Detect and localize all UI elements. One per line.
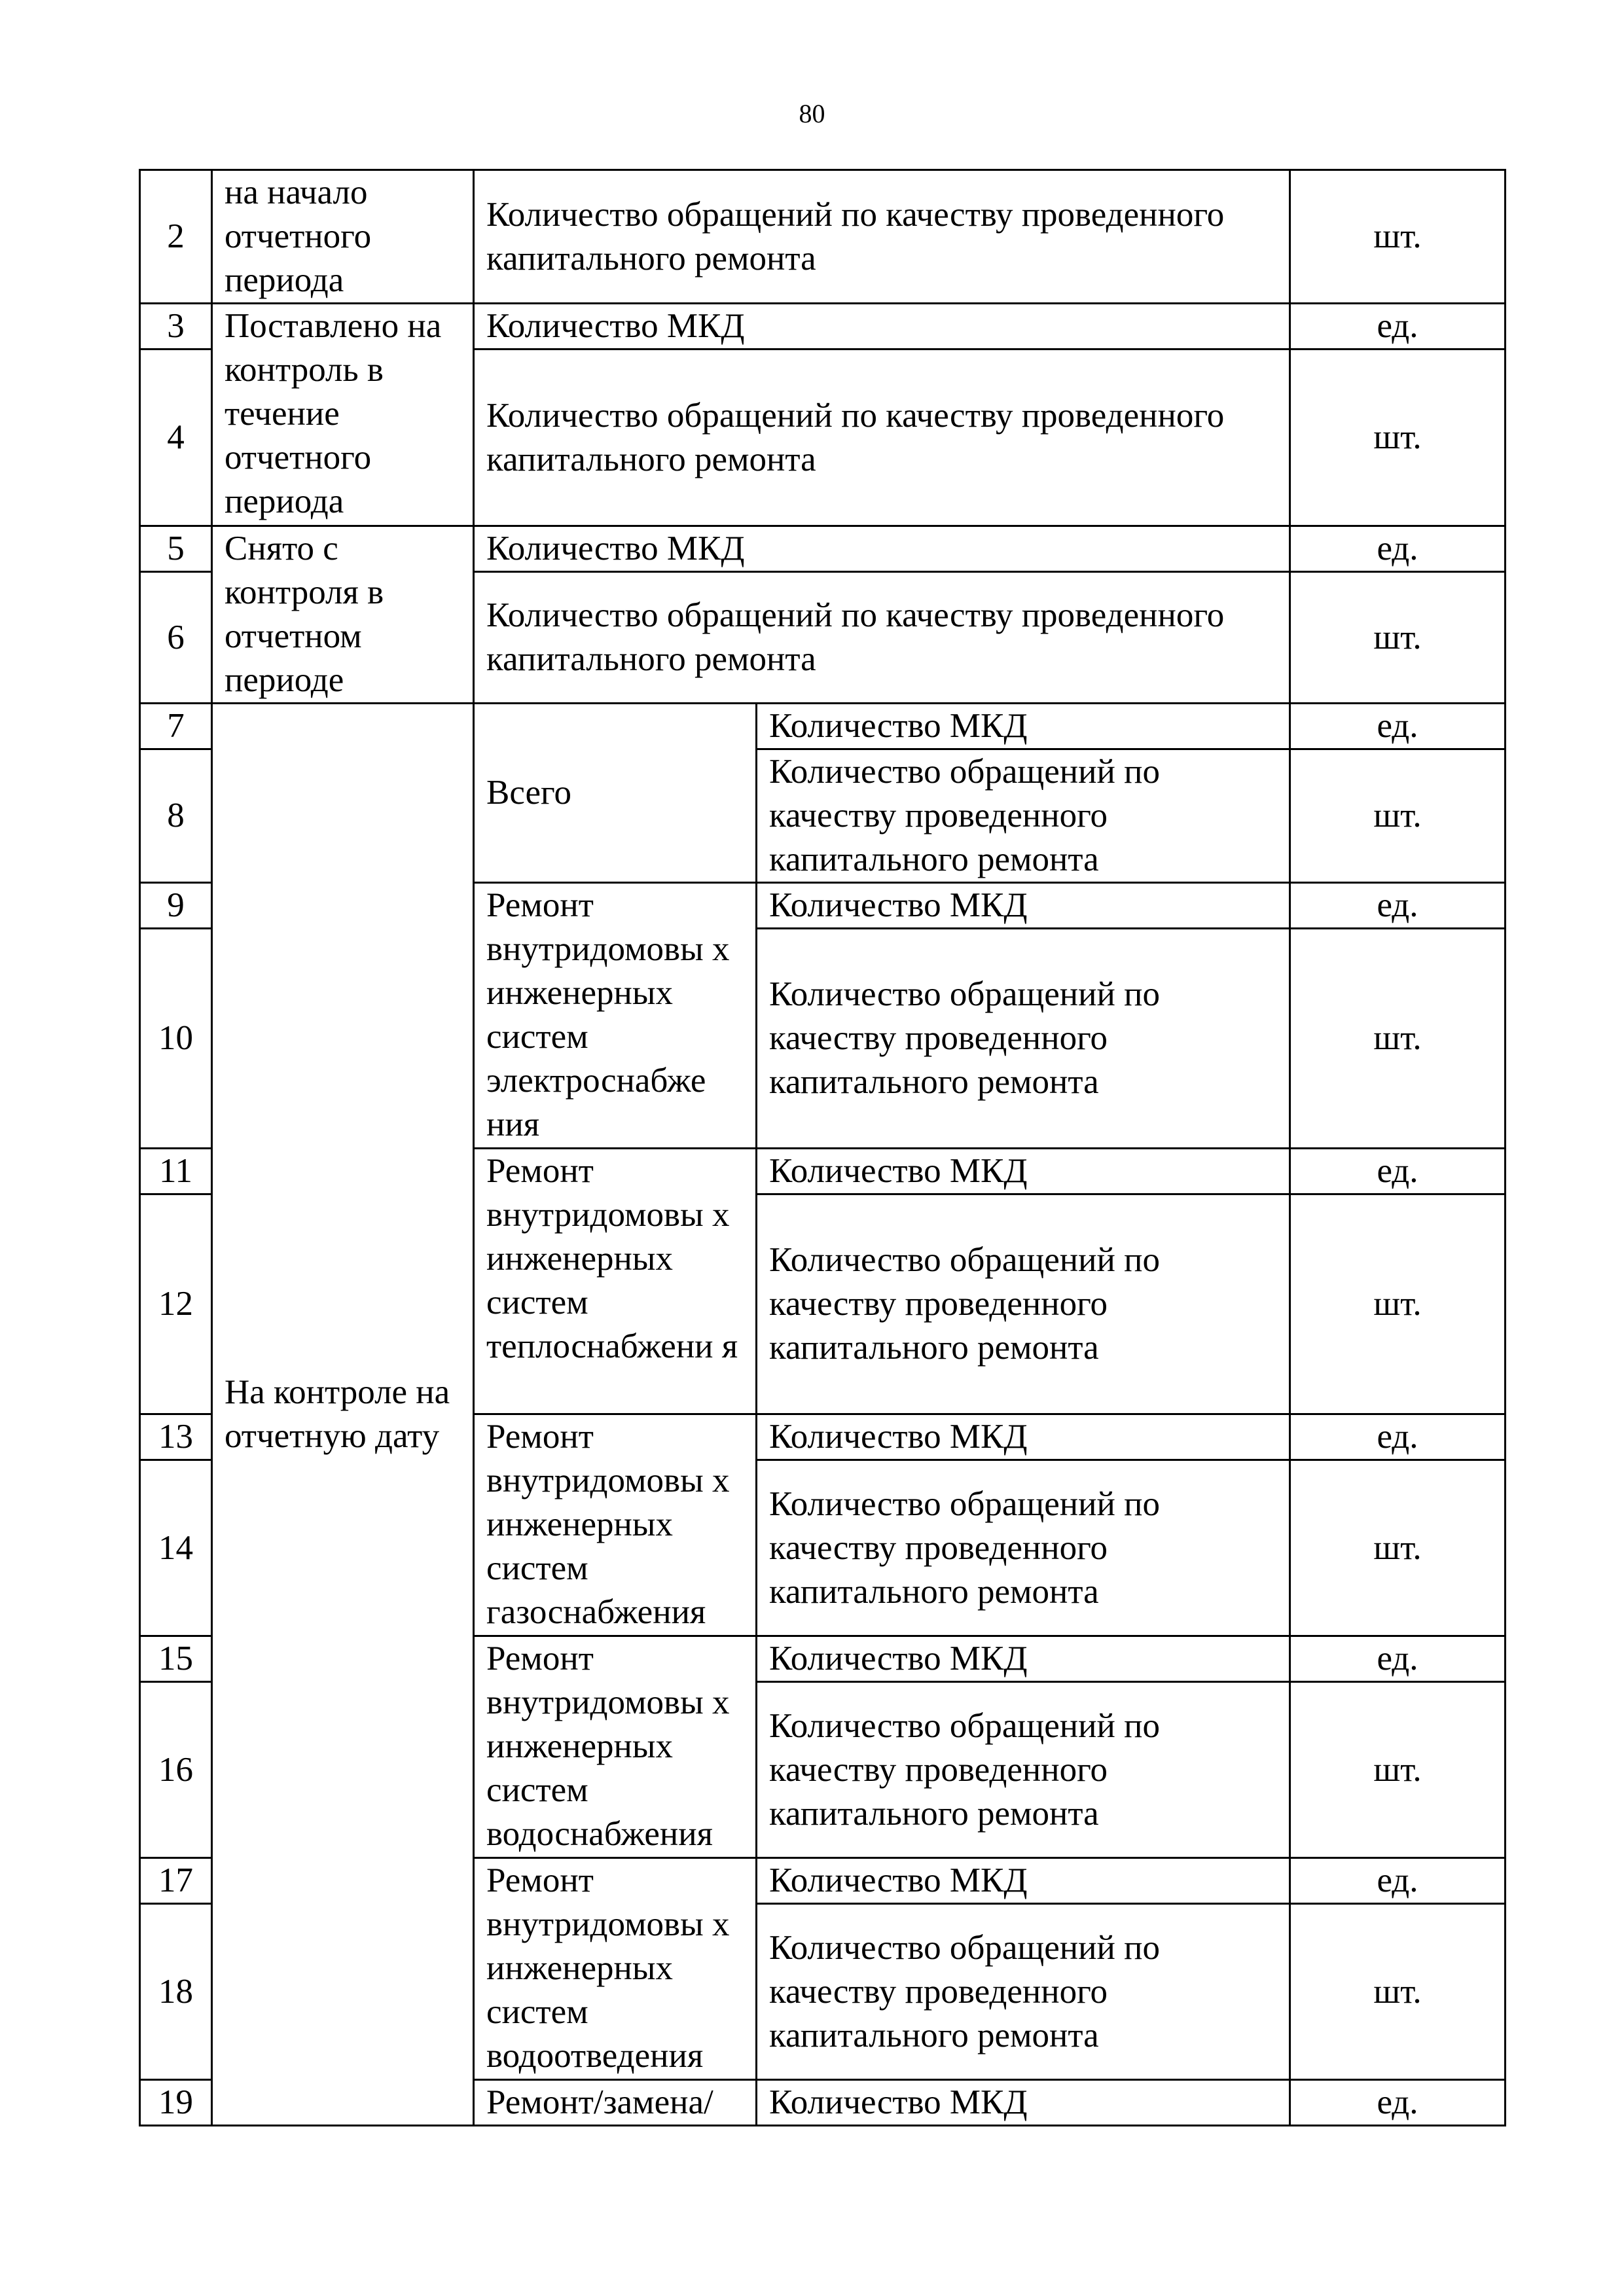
subgroup-drainage: Ремонт внутридомовы х инженерных систем водоотведения [474, 1858, 757, 2080]
unit: ед. [1290, 1636, 1506, 1682]
indicator-name: Количество обращений по качеству проведенного капитального ремонта [474, 572, 1290, 704]
page-number: 80 [799, 99, 825, 128]
row-number: 17 [140, 1858, 212, 1904]
unit: ед. [1290, 2080, 1506, 2126]
indicator-name: Количество МКД [474, 526, 1290, 572]
unit: шт. [1290, 1904, 1506, 2080]
unit: шт. [1290, 749, 1506, 883]
indicator-name: Количество МКД [757, 1636, 1290, 1682]
row-number: 10 [140, 929, 212, 1149]
row-number: 5 [140, 526, 212, 572]
row-number: 8 [140, 749, 212, 883]
unit: ед. [1290, 526, 1506, 572]
unit: шт. [1290, 350, 1506, 526]
row-number: 9 [140, 883, 212, 929]
unit: ед. [1290, 883, 1506, 929]
row-number: 7 [140, 704, 212, 749]
subgroup-water: Ремонт внутридомовы х инженерных систем водоснабжения [474, 1636, 757, 1858]
table-row [140, 704, 1506, 749]
unit: шт. [1290, 1194, 1506, 1414]
row-number: 19 [140, 2080, 212, 2126]
indicator-name: Количество МКД [474, 304, 1290, 350]
row-number: 14 [140, 1460, 212, 1636]
group-label-at-start: на начало отчетного периода [212, 170, 474, 304]
row-number: 6 [140, 572, 212, 704]
indicator-name: Количество МКД [757, 883, 1290, 929]
subgroup-gas: Ремонт внутридомовы х инженерных систем газоснабжения [474, 1414, 757, 1636]
row-number: 3 [140, 304, 212, 350]
indicator-name: Количество обращений по качеству проведенного капитального ремонта [474, 350, 1290, 526]
table-row [140, 304, 1506, 350]
unit: ед. [1290, 304, 1506, 350]
row-number: 13 [140, 1414, 212, 1460]
subgroup-electricity: Ремонт внутридомовы х инженерных систем электроснабже ния [474, 883, 757, 1149]
indicator-name: Количество МКД [757, 1149, 1290, 1194]
row-number: 2 [140, 170, 212, 304]
indicator-name: Количество обращений по качеству проведенного капитального ремонта [757, 1904, 1290, 2080]
subgroup-total: Всего [474, 704, 757, 883]
row-number: 16 [140, 1682, 212, 1858]
row-number: 4 [140, 350, 212, 526]
subgroup-heating: Ремонт внутридомовы х инженерных систем теплоснабжени я [474, 1149, 757, 1414]
row-number: 15 [140, 1636, 212, 1682]
unit: ед. [1290, 1858, 1506, 1904]
unit: шт. [1290, 1460, 1506, 1636]
indicator-name: Количество обращений по качеству проведенного капитального ремонта [474, 170, 1290, 304]
table-row [140, 526, 1506, 572]
indicator-name: Количество МКД [757, 2080, 1290, 2126]
unit: ед. [1290, 1149, 1506, 1194]
unit: шт. [1290, 572, 1506, 704]
indicator-name: Количество обращений по качеству проведенного капитального ремонта [757, 929, 1290, 1149]
indicator-name: Количество обращений по качеству проведенного капитального ремонта [757, 1682, 1290, 1858]
indicator-name: Количество обращений по качеству проведенного капитального ремонта [757, 749, 1290, 883]
row-number: 18 [140, 1904, 212, 2080]
row-number: 11 [140, 1149, 212, 1194]
group-label-placed: Поставлено на контроль в течение отчетного периода [212, 304, 474, 526]
subgroup-replacement: Ремонт/замена/ [474, 2080, 757, 2126]
unit: шт. [1290, 1682, 1506, 1858]
unit: ед. [1290, 1414, 1506, 1460]
indicator-name: Количество МКД [757, 1858, 1290, 1904]
unit: шт. [1290, 170, 1506, 304]
indicator-name: Количество обращений по качеству проведенного капитального ремонта [757, 1460, 1290, 1636]
group-label-removed: Снято с контроля в отчетном периоде [212, 526, 474, 704]
indicator-name: Количество обращений по качеству проведенного капитального ремонта [757, 1194, 1290, 1414]
group-label-on-control: На контроле на отчетную дату [212, 704, 474, 2126]
table-row [140, 170, 1506, 304]
row-number: 12 [140, 1194, 212, 1414]
indicators-table [139, 169, 1506, 2126]
unit: шт. [1290, 929, 1506, 1149]
unit: ед. [1290, 704, 1506, 749]
indicator-name: Количество МКД [757, 704, 1290, 749]
indicator-name: Количество МКД [757, 1414, 1290, 1460]
